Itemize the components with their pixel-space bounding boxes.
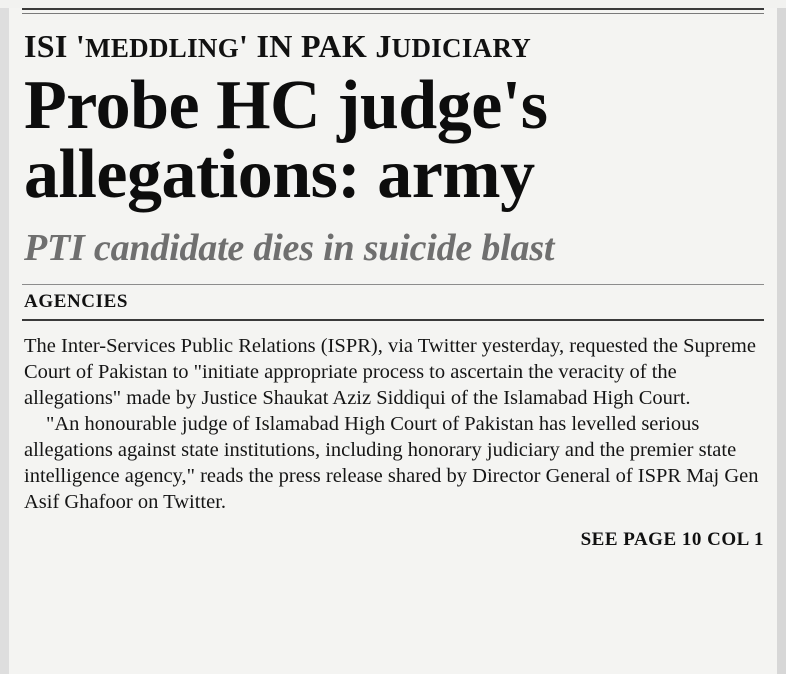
headline-line-1: Probe HC judge's (24, 67, 548, 144)
article-paragraph: "An honourable judge of Islamabad High Court of Pakistan has levelled serious allegations against state institutions, including honorary judiciary and the premier state intelligence agency," reads the press release shared by Director General of ISPR Maj Gen Asif Ghafoor on Twitter. (24, 412, 759, 513)
byline-rule-above (22, 284, 764, 285)
article-body (24, 333, 764, 515)
kicker-part-4: PAK (300, 28, 368, 64)
continuation-note: SEE PAGE 10 COL 1 (580, 528, 764, 550)
page-left-edge (0, 8, 9, 674)
top-rule (22, 8, 764, 10)
article-paragraph: The Inter-Services Public Relations (ISPR), via Twitter yesterday, requested the Supreme Court of Pakistan to "initiate appropriate process to ascertain the veracity of the allegations" made by Justice Shaukat Aziz Siddiqui of the Islamabad High Court. (24, 334, 756, 409)
headline-line-2: allegations: army (24, 136, 535, 214)
subheadline: PTI candidate dies in suicide blast (24, 226, 555, 269)
kicker-part-5: J (367, 28, 392, 64)
byline (24, 291, 764, 313)
kicker-part-6: UDICIARY (391, 33, 532, 63)
byline-rule-below (22, 319, 764, 321)
headline (24, 67, 764, 214)
newspaper-clipping (0, 8, 786, 674)
kicker-part-3: ' IN (239, 28, 301, 64)
kicker-part-2: MEDDLING (85, 33, 239, 63)
page-right-edge (777, 8, 786, 674)
kicker (24, 28, 764, 65)
byline-text: AGENCIES (24, 290, 129, 312)
top-rule-secondary (22, 13, 764, 14)
kicker-part-1: ISI ' (24, 28, 86, 64)
